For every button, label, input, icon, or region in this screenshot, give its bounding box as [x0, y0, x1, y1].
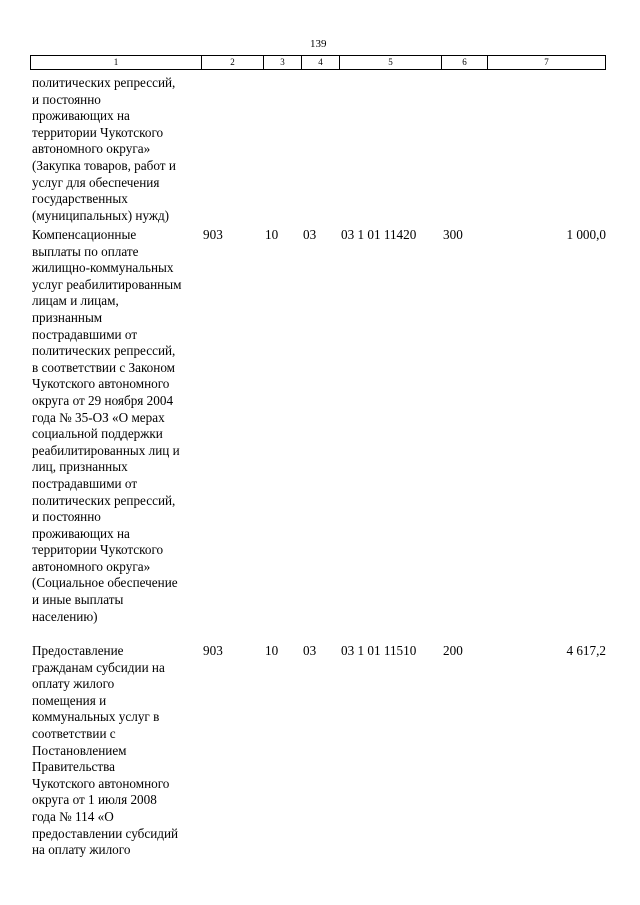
- description-line: пострадавшими от: [32, 475, 138, 491]
- description-line: Постановлением: [32, 742, 127, 758]
- description-line: Предоставление: [32, 643, 124, 658]
- description-line: жилищно-коммунальных: [32, 260, 174, 276]
- header-col-6: 6: [442, 56, 488, 70]
- description-line: соответствии с: [32, 725, 116, 741]
- row-description: [32, 643, 202, 859]
- row-description: [32, 75, 202, 224]
- description-line: помещения и: [32, 692, 107, 708]
- description-line: автономного округа»: [32, 141, 151, 157]
- subsection-code: 03: [303, 643, 317, 658]
- description-line: гражданам субсидии на: [32, 659, 165, 675]
- description-line: округа от 29 ноября 2004: [32, 392, 174, 408]
- description-line: года № 114 «О: [32, 808, 114, 824]
- section-code: 10: [265, 643, 279, 658]
- description-line: политических репрессий,: [32, 492, 176, 508]
- description-line: на оплату жилого: [32, 842, 131, 858]
- description-line: года № 35-ОЗ «О мерах: [32, 409, 165, 425]
- description-line: территории Чукотского: [32, 542, 164, 558]
- description-line: признанным: [32, 309, 103, 325]
- page-number: 139: [310, 38, 327, 50]
- amount-value: 1 000,0: [566, 227, 606, 242]
- description-line: политических репрессий,: [32, 75, 176, 90]
- section-code: 10: [265, 227, 279, 242]
- description-line: (Социальное обеспечение: [32, 575, 178, 591]
- description-line: населению): [32, 608, 98, 624]
- description-line: проживающих на: [32, 108, 130, 124]
- description-line: выплаты по оплате: [32, 243, 139, 259]
- header-col-7: 7: [488, 56, 606, 70]
- description-line: социальной поддержки: [32, 426, 163, 442]
- description-line: и постоянно: [32, 509, 101, 525]
- description-line: и постоянно: [32, 91, 101, 107]
- header-row: [31, 56, 606, 70]
- target-article-code: 03 1 01 11420: [341, 227, 417, 242]
- description-line: лиц, признанных: [32, 459, 128, 475]
- header-col-3: 3: [264, 56, 302, 70]
- amount-value: 4 617,2: [566, 643, 606, 658]
- description-line: проживающих на: [32, 525, 130, 541]
- expense-type-code: 300: [443, 227, 463, 242]
- header-col-1: 1: [31, 56, 202, 70]
- row-description: [32, 227, 202, 625]
- header-col-5: 5: [340, 56, 442, 70]
- target-article-code: 03 1 01 11510: [341, 643, 417, 658]
- description-line: Чукотского автономного: [32, 376, 170, 392]
- admin-code: 903: [203, 227, 223, 242]
- description-line: оплату жилого: [32, 676, 115, 692]
- description-line: услуг реабилитированным: [32, 276, 182, 292]
- header-col-4: 4: [302, 56, 340, 70]
- description-line: Правительства: [32, 759, 115, 775]
- description-line: округа от 1 июля 2008: [32, 792, 157, 808]
- description-line: Компенсационные: [32, 227, 137, 242]
- description-line: и иные выплаты: [32, 592, 124, 608]
- description-line: лицам и лицам,: [32, 293, 119, 309]
- description-line: политических репрессий,: [32, 343, 176, 359]
- description-line: услуг для обеспечения: [32, 174, 160, 190]
- description-line: территории Чукотского: [32, 124, 164, 140]
- description-line: Чукотского автономного: [32, 775, 170, 791]
- description-line: реабилитированных лиц и: [32, 442, 180, 458]
- column-number-header: [30, 55, 606, 70]
- subsection-code: 03: [303, 227, 317, 242]
- header-col-2: 2: [202, 56, 264, 70]
- description-line: государственных: [32, 191, 128, 207]
- description-line: пострадавшими от: [32, 326, 138, 342]
- description-line: автономного округа»: [32, 558, 151, 574]
- description-line: коммунальных услуг в: [32, 709, 160, 725]
- description-line: предоставлении субсидий: [32, 825, 179, 841]
- admin-code: 903: [203, 643, 223, 658]
- description-line: в соответствии с Законом: [32, 359, 176, 375]
- description-line: (Закупка товаров, работ и: [32, 157, 176, 173]
- description-line: (муниципальных) нужд): [32, 207, 170, 223]
- expense-type-code: 200: [443, 643, 463, 658]
